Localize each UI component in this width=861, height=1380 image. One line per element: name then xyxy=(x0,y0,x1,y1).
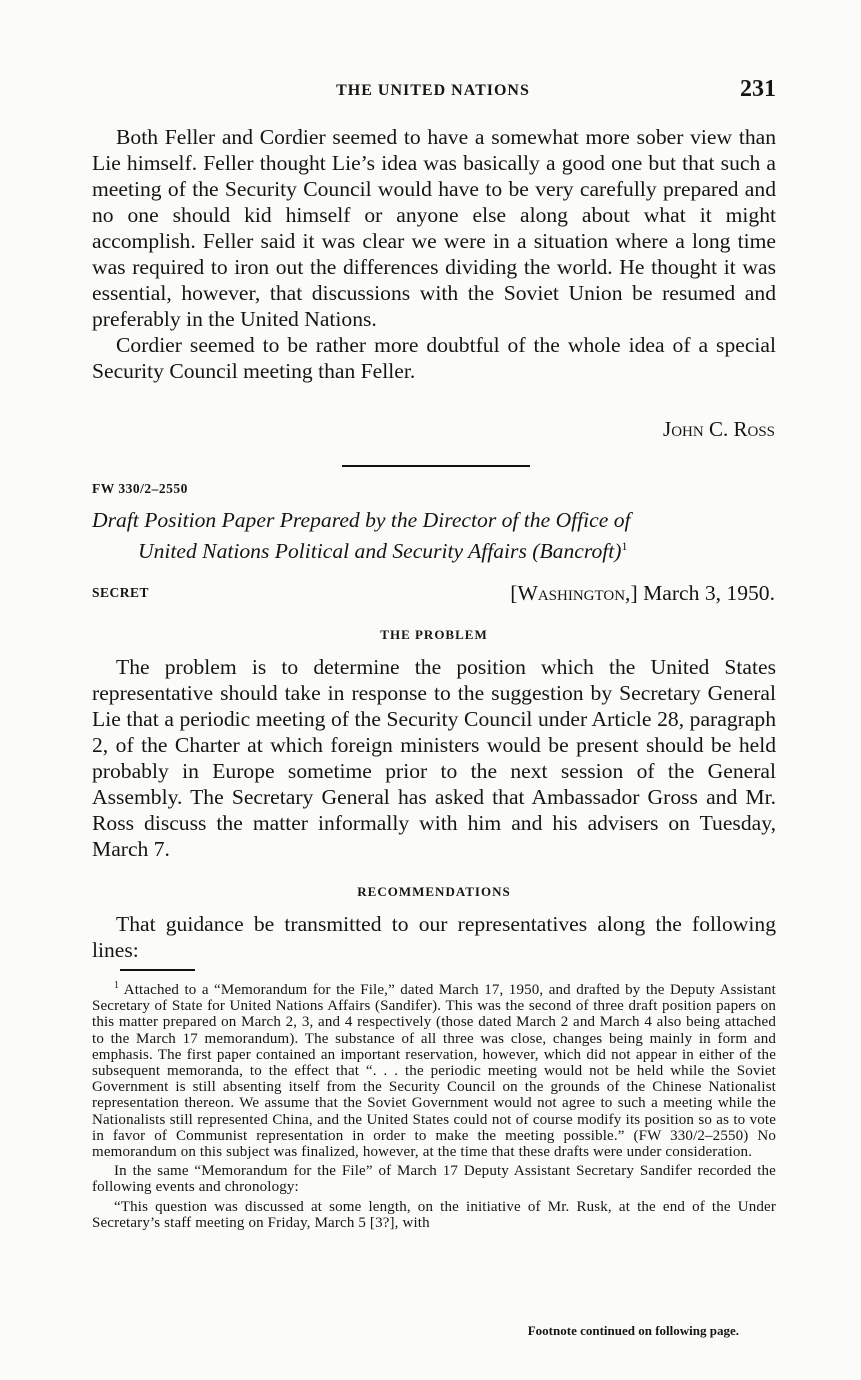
memo-paragraph-1: Both Feller and Cordier seemed to have a somewhat more sober view than Lie himself. Feller thought Lie’s idea was basically a good one but that such a meeting of the Security Council would have to be very carefully prepared and no one should kid himself or anyone else along about what it might accomplish. Feller said it was clear we were in a situation where a long time was required to iron out the differences dividing the world. He thought it was essential, however, that discussions with the Soviet Union be resumed and preferably in the United Nations. xyxy=(92,125,776,331)
dateline-date: March 3, 1950. xyxy=(643,581,775,605)
dateline-place: [Washington,] xyxy=(510,581,638,605)
footnote-rule xyxy=(120,969,195,971)
page-number: 231 xyxy=(740,76,776,102)
classification-label: SECRET xyxy=(92,585,150,600)
preceding-memo xyxy=(92,124,776,384)
running-title: THE UNITED NATIONS xyxy=(336,82,530,99)
footnote-1-mark: 1 xyxy=(114,980,120,991)
footnote-continued-notice: Footnote continued on following page. xyxy=(527,1323,739,1338)
title-author: (Bancroft) xyxy=(532,539,622,564)
title-line-1: Draft Position Paper Prepared by the Director of the Office of xyxy=(92,508,631,532)
file-reference: FW 330/2–2550 xyxy=(92,481,188,496)
footnote-1-text: Attached to a “Memorandum for the File,” dated March 17, 1950, and drafted by the Deputy Assistant Secretary of State for United Nations Affairs (Sandifer). This was the second of three draft position papers on this matter prepared on March 2, 3, and 4 respectively (those dated March 2 and March 4 also being attached to the March 17 memorandum). The substance of all three was close, changes being mainly in form and emphasis. The first paper contained an important reservation, however, which did not appear in either of the subsequent memoranda, to the effect that “. . . the periodic meeting would not be held while the Soviet Government is still absenting itself from the Security Council on the grounds of the Chinese Nationalist representation thereon. We assume that the Soviet Government would not agree to such a meeting while the Nationalists still represented China, and the United States could not of course modify its position so as to vote in favor of Communist representation in order to make the meeting possible.” (FW 330/2–2550) No memorandum on this subject was finalized, however, at the time that these drafts were under consideration. xyxy=(92,982,776,1161)
signature xyxy=(663,417,775,442)
title-line-2 xyxy=(92,533,776,564)
document-title xyxy=(92,507,776,564)
running-head xyxy=(90,76,776,110)
recommendations-paragraph: That guidance be transmitted to our representatives along the following lines: xyxy=(92,912,776,962)
footnote-1-continuation-1: In the same “Memorandum for the File” of March 17 Deputy Assistant Secretary Sandifer recorded the following events and chronology: xyxy=(92,1163,776,1196)
footnotes xyxy=(92,978,776,1234)
problem-section xyxy=(92,654,776,862)
dateline xyxy=(510,581,775,606)
footnote-1-continuation-2: “This question was discussed at some length, on the initiative of Mr. Rusk, at the end of the Under Secretary’s staff meeting on Friday, March 5 [3?], with xyxy=(92,1198,776,1231)
footnote-1 xyxy=(92,978,776,1160)
title-line-2-text: United Nations Political and Security Affairs xyxy=(138,539,527,564)
signature-name: John C. Ross xyxy=(663,417,775,441)
problem-heading: THE PROBLEM xyxy=(380,627,488,642)
recommendations-heading: RECOMMENDATIONS xyxy=(357,884,511,899)
title-footnote-mark: 1 xyxy=(621,539,628,553)
recommendations-section xyxy=(92,911,776,963)
memo-paragraph-2: Cordier seemed to be rather more doubtful of the whole idea of a special Security Council meeting than Feller. xyxy=(92,333,776,383)
problem-paragraph: The problem is to determine the position which the United States representative should take in response to the suggestion by Secretary General Lie that a periodic meeting of the Security Council under Article 28, paragraph 2, of the Charter at which foreign ministers would be present should be held probably in Europe sometime prior to the next session of the General Assembly. The Secretary General has asked that Ambassador Gross and Mr. Ross discuss the matter informally with him and his advisers on Tuesday, March 7. xyxy=(92,655,776,861)
section-divider xyxy=(342,465,530,467)
